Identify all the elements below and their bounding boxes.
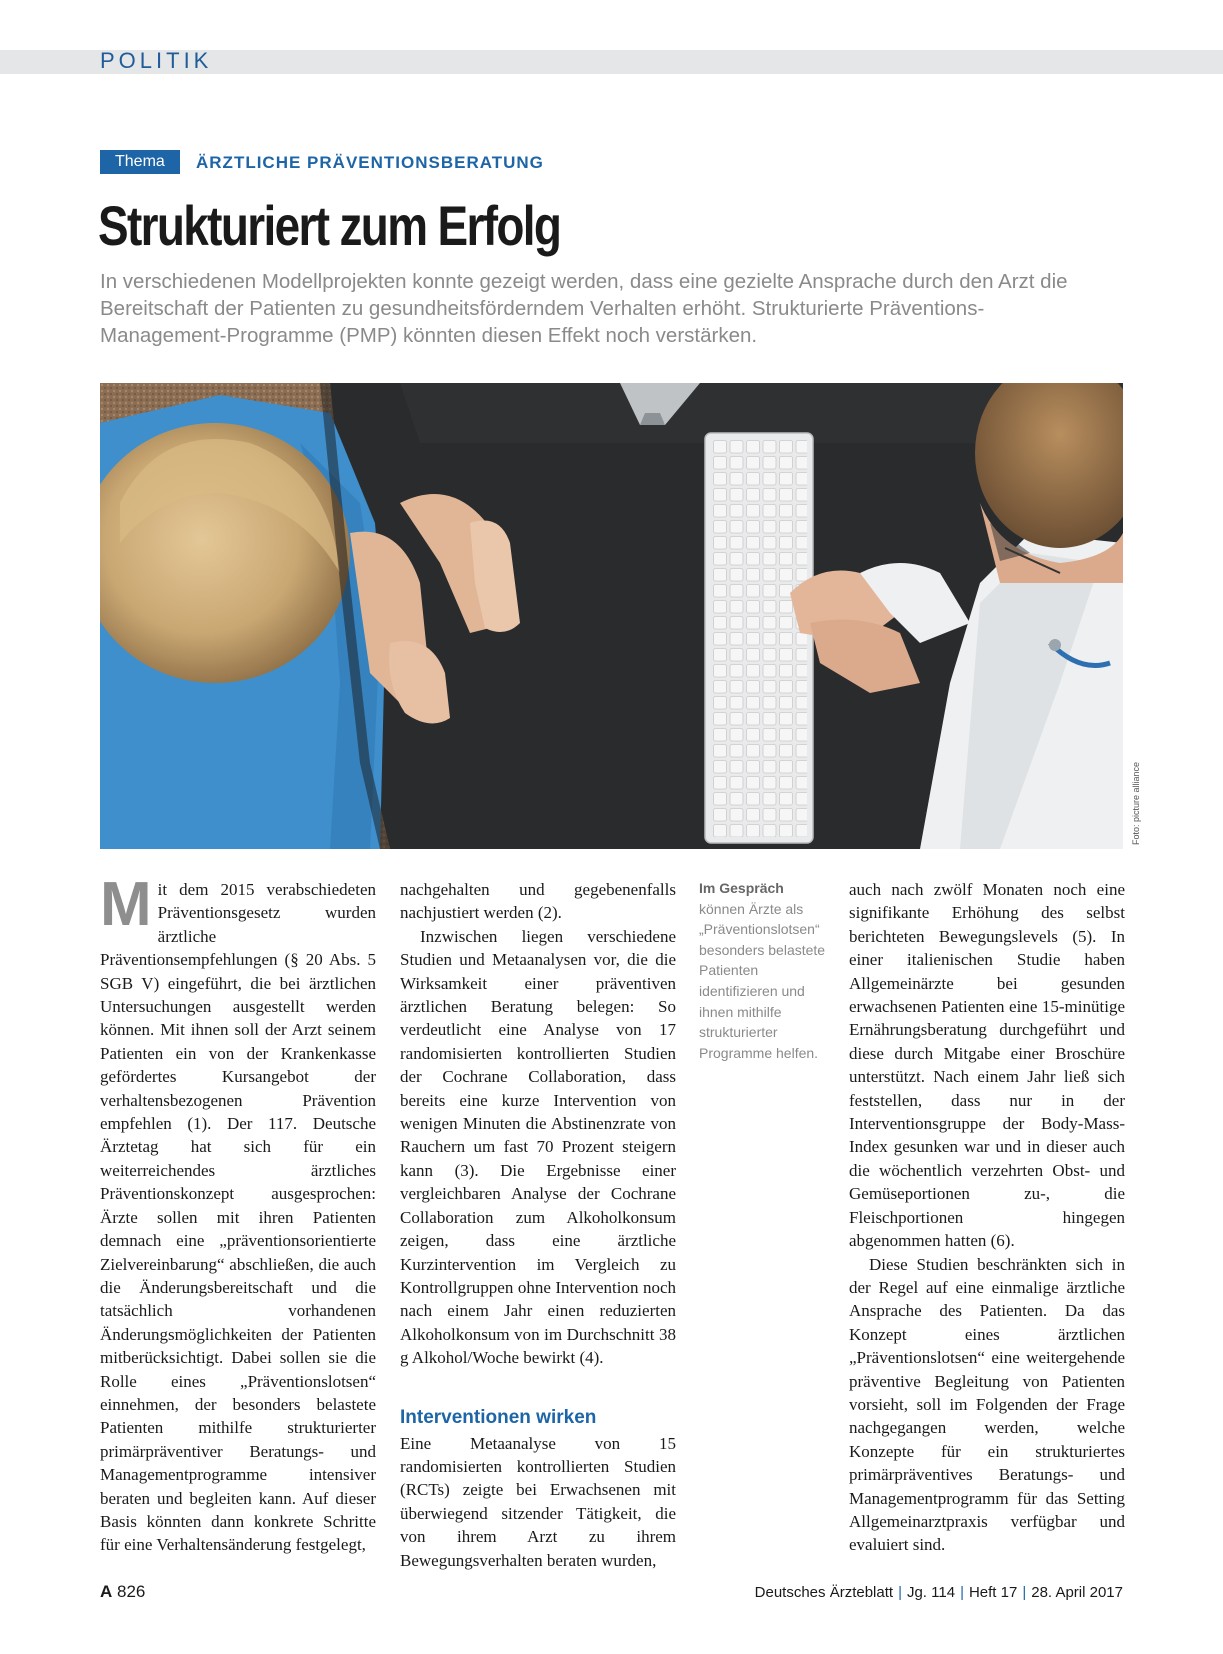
- kicker-badge: Thema: [100, 150, 180, 174]
- section-label: POLITIK: [100, 48, 213, 73]
- article-column-3: [849, 878, 1125, 1557]
- publication-info: [755, 1584, 1123, 1601]
- page-number-value: 826: [117, 1582, 146, 1601]
- photo-credit: Foto: picture alliance: [1131, 761, 1141, 845]
- sidebar-caption: [699, 878, 831, 1063]
- article-paragraph: Diese Studien beschränkten sich in der Regel auf eine einmalige ärztliche Ansprache des Patienten. Da das Konzept eines ärztlichen „Präventionslotsen“ eine weitergehende präventive Begleitung von Patienten vorsieht, soll im Folgenden der Frage nachgegangen werden, welche Konzepte für ein strukturiertes primärpräventives Beratungs- und Managementprogramm für das Setting Allgemeinarztpraxis verfügbar und evaluiert sind.: [849, 1254, 1125, 1555]
- page-prefix: A: [100, 1582, 113, 1601]
- separator: |: [898, 1584, 902, 1601]
- article-paragraph: auch nach zwölf Monaten noch eine signifikante Erhöhung des selbst berichteten Bewegungslevels (5). In einer italienischen Studie haben Allgemeinärzte bei gesunden erwachsenen Patienten eine 15-minütige Ernährungsberatung durchgeführt und diese durch Mitgabe einer Broschüre unterstützt. Nach einem Jahr ließ sich feststellen, dass nur in der Interventionsgruppe der Body-Mass-Index gesunken war und in dieser auch die wöchentlich verzehrten Obst- und Gemüseportionen zu-, die Fleischportionen hingegen abgenommen hatten (6).: [849, 880, 1125, 1251]
- issue: Heft 17: [968, 1584, 1018, 1601]
- doctor-patient-desk-photo: [100, 383, 1123, 849]
- lead-paragraph: In verschiedenen Modellprojekten konnte gezeigt werden, dass eine gezielte Ansprache durch den Arzt die Bereitschaft der Patienten zu gesundheitsförderndem Verhalten erhöht. Strukturierte Präventions-Management-Programme (PMP) könnten diesen Effekt noch verstärken.: [100, 270, 1068, 347]
- article-paragraph: Eine Metaanalyse von 15 randomisierten kontrollierten Studien (RCTs) zeigte bei Erwachsenen mit überwiegend sitzender Tätigkeit, die von ihrem Arzt zu ihrem Bewegungsverhalten beraten wurden,: [400, 1433, 676, 1570]
- dropcap: M: [100, 870, 152, 939]
- sidebar-title: Im Gespräch: [699, 880, 784, 896]
- article-column-1: [100, 870, 376, 1557]
- sidebar-text: können Ärzte als „Präventionslotsen“ besonders belastete Patienten identifizieren und ihnen mithilfe strukturierter Programme helfen.: [699, 900, 826, 1061]
- subheading: Interventionen wirken: [400, 1406, 597, 1428]
- issue-date: 28. April 2017: [1031, 1584, 1123, 1601]
- page-number: [100, 1582, 145, 1602]
- separator: |: [960, 1584, 964, 1601]
- publication-name: Deutsches Ärzteblatt: [754, 1584, 894, 1601]
- article-paragraph: Inzwischen liegen verschiedene Studien und Metaanalysen vor, die die Wirksamkeit einer präventiven ärztlichen Beratung belegen: So verdeutlicht eine Analyse von 17 randomisierten kontrollierten Studien der Cochrane Collaboration, dass bereits eine kurze Intervention von wenigen Minuten die Abstinenzrate von Rauchern um fast 70 Prozent steigern kann (3). Die Ergebnisse einer vergleichbaren Analyse der Cochrane Collaboration zum Alkoholkonsum zeigen, dass eine ärztliche Kurzintervention im Vergleich zu Kontrollgruppen ohne Intervention noch nach einem Jahr einen reduzierten Alkoholkonsum von im Durchschnitt 38 g Alkohol/Woche bewirkt (4).: [400, 926, 676, 1368]
- article-paragraph: nachgehalten und gegebenenfalls nachjustiert werden (2).: [400, 880, 676, 923]
- separator: |: [1022, 1584, 1027, 1601]
- article-paragraph: it dem 2015 verabschiedeten Präventionsgesetz wurden ärztliche Präventionsempfehlungen (§ 20 Abs. 5 SGB V) eingeführt, die bei ärztlichen Untersuchungen ausgestellt werden können. Mit ihnen soll der Arzt seinem Patienten ein von der Krankenkasse gefördertes Kursangebot der verhaltensbezogenen Prävention empfehlen (1). Der 117. Deutsche Ärztetag hat sich für ein weiterreichendes ärztliches Präventionskonzept ausgesprochen: Ärzte sollen mit ihren Patienten demnach eine „präventionsorientierte Zielvereinbarung“ abschließen, die auch die Änderungsbereitschaft und die tatsächlich vorhandenen Änderungsmöglichkeiten der Patienten mitberücksichtigt. Dabei sollen sie die Rolle eines „Präventionslotsen“ einnehmen, der besonders belastete Patienten mithilfe strukturierter primärpräventiver Beratungs- und Managementprogramme intensiver beraten und begleiten kann. Auf dieser Basis könnten dann konkrete Schritte für eine Verhaltensänderung festgelegt,: [100, 880, 376, 1555]
- kicker-topic: ÄRZTLICHE PRÄVENTIONSBERATUNG: [196, 153, 544, 172]
- article-column-2: [400, 878, 676, 1572]
- volume: Jg. 114: [906, 1584, 956, 1601]
- headline: Strukturiert zum Erfolg: [98, 194, 561, 257]
